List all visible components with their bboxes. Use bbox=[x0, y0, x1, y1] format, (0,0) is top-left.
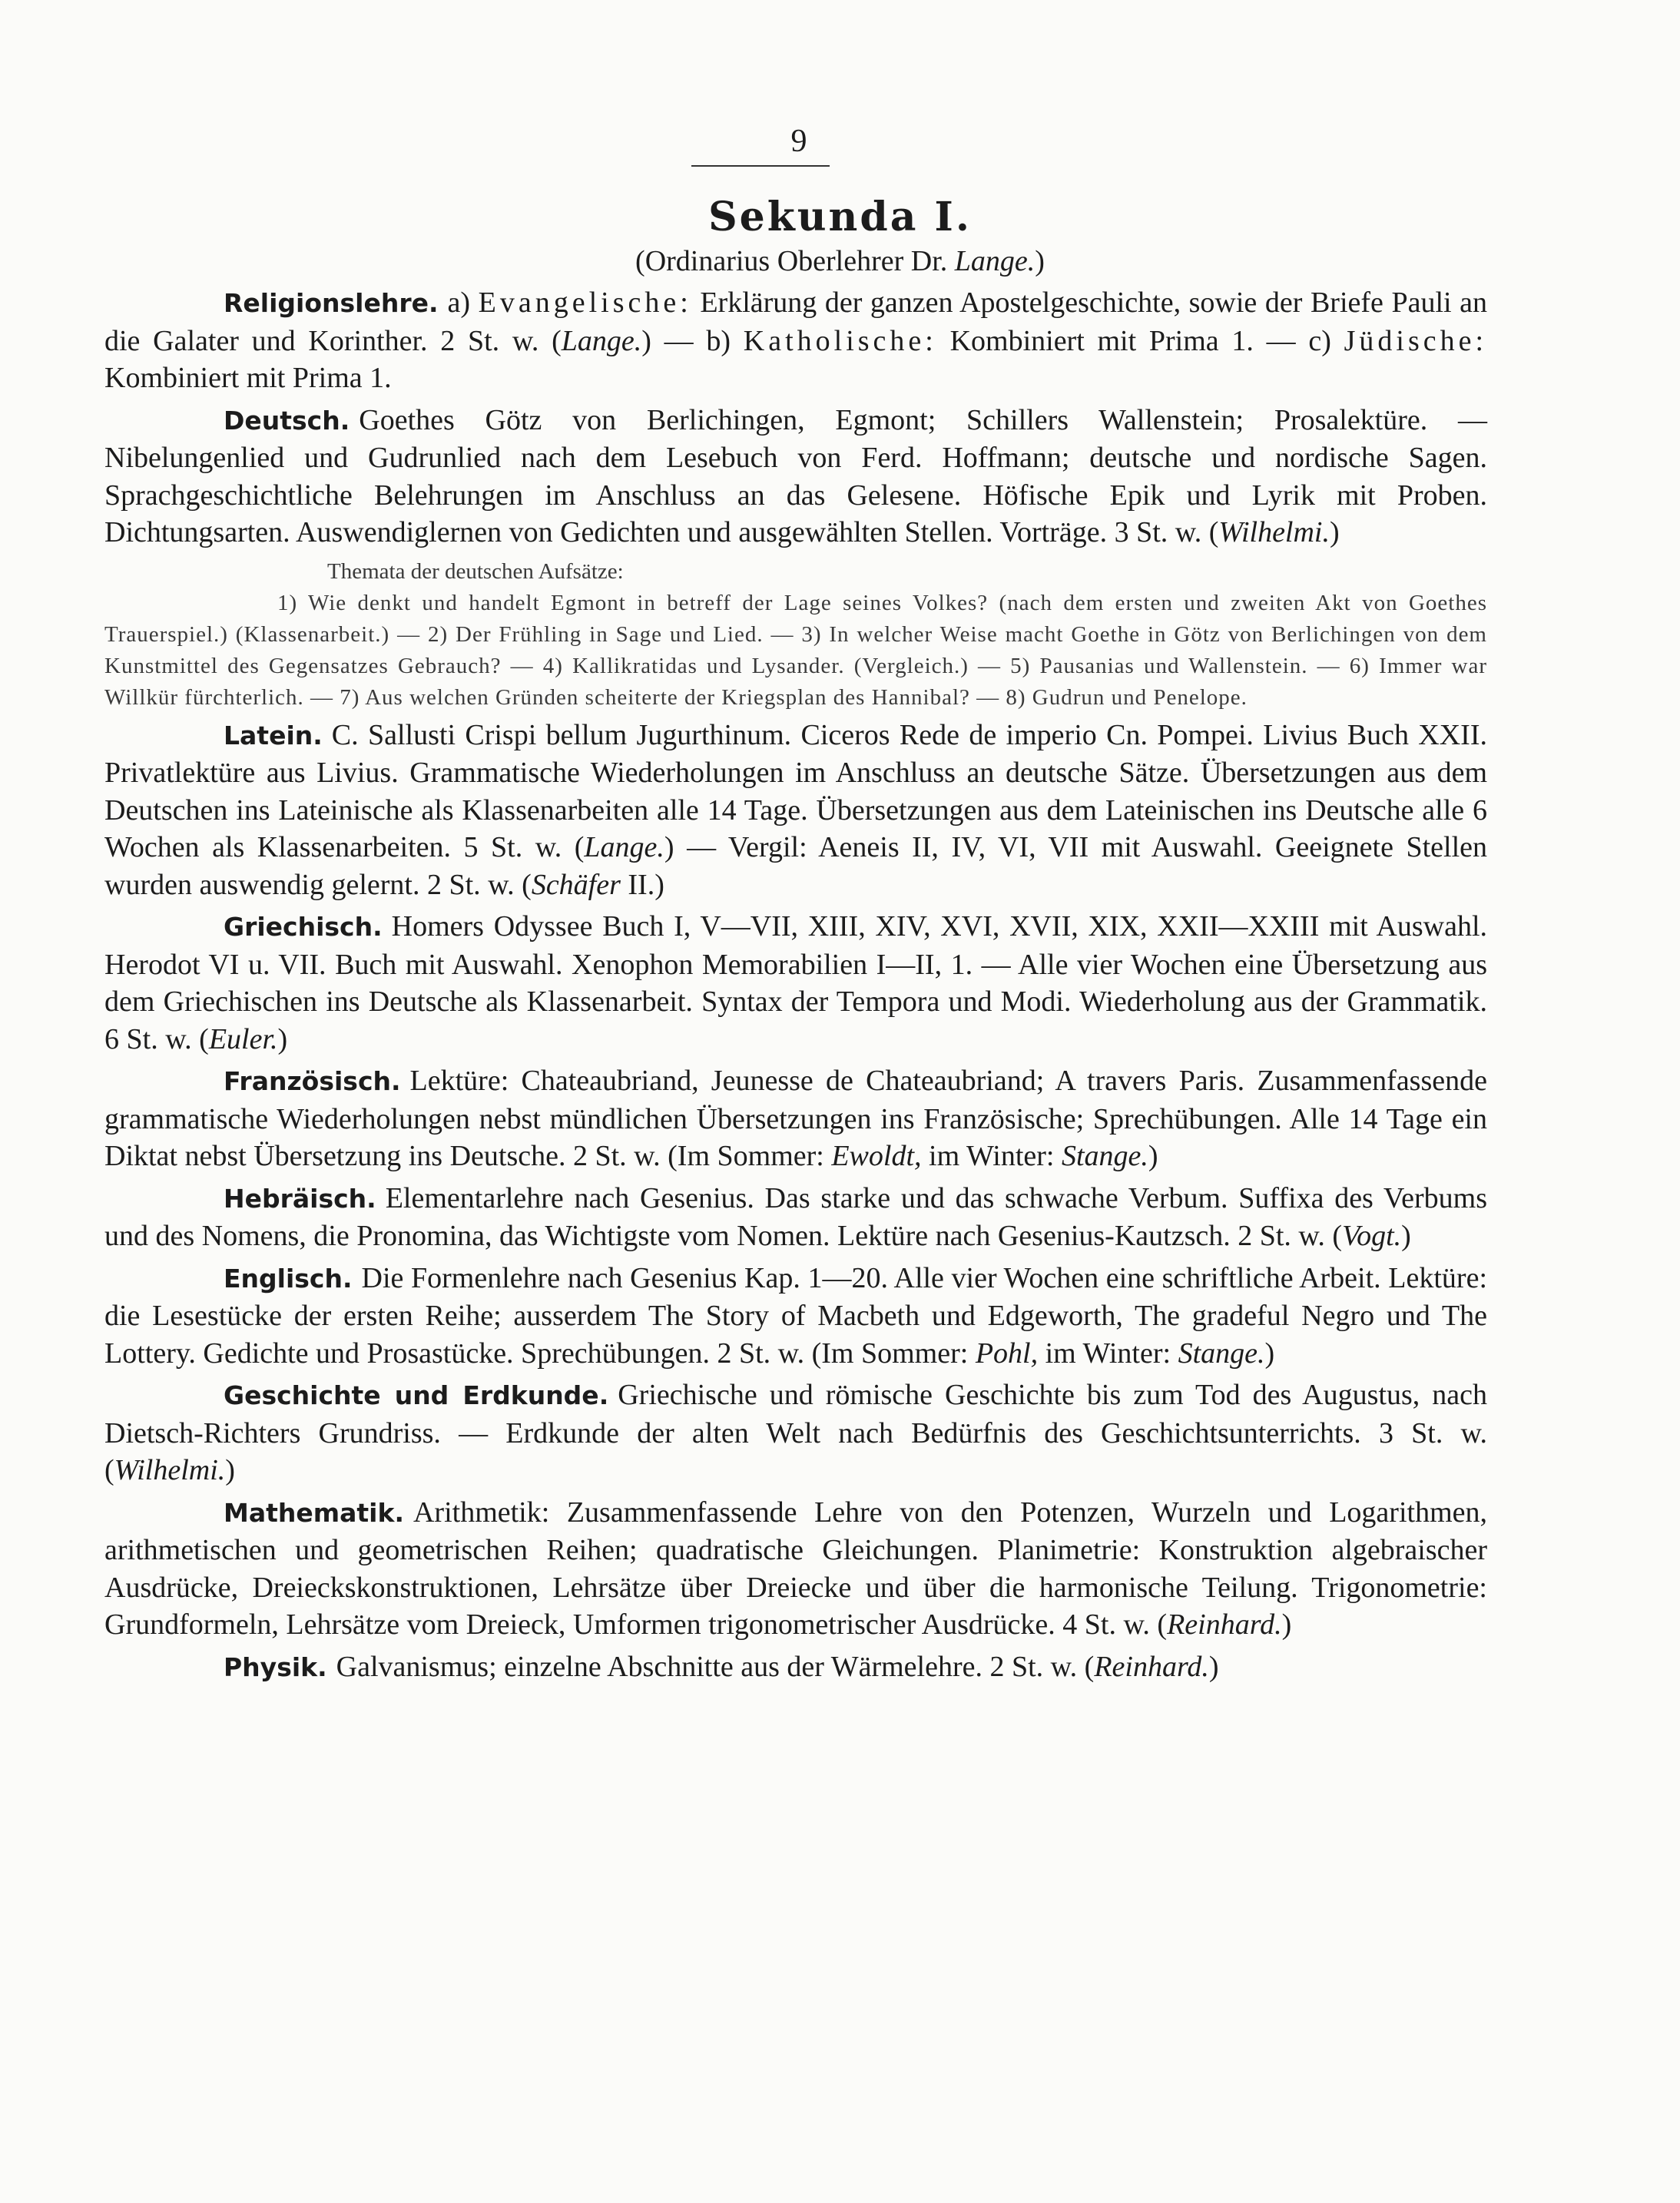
spaced-term: Katholische: bbox=[743, 324, 937, 357]
class-teacher-name: Lange. bbox=[954, 245, 1036, 277]
section-franzoesisch bbox=[104, 1062, 1487, 1175]
subject-title: Religionslehre. bbox=[224, 288, 439, 318]
subject-title: Geschichte und Erdkunde. bbox=[224, 1380, 609, 1410]
section-text: Erklärung der ganzen Apostelgeschichte, sowie der Briefe Pauli an die Galater und Korinther. 2 St. w. ( bbox=[104, 287, 1487, 357]
essay-themes-list: 1) Wie denkt und handelt Egmont in betreff der Lage seines Volkes? (nach dem ersten und zweiten Akt von Goethes Trauerspiel.) (Klassenarbeit.) — 2) Der Frühling in Sage und Lied. — 3) In welcher Weise macht Goethe in Götz von Berlichingen von dem Kunstmittel des Gegensatzes Gebrauch? — 4) Kallikratidas und Lysander. (Vergleich.) — 5) Pausanias und Wallenstein. — 6) Immer war Willkür fürchterlich. — 7) Aus welchen Gründen scheiterte der Kriegsplan des Hannibal? — 8) Gudrun und Penelope. bbox=[104, 590, 1487, 710]
teacher-name: Euler. bbox=[208, 1022, 278, 1055]
section-text: Die Formenlehre nach Gesenius Kap. 1—20. Alle vier Wochen eine schriftliche Arbeit. Lektüre: die Lesestücke der ersten Reihe; ausserdem The Story of Macbeth und Edgeworth, The gradeful Negro und The Lottery. Gedichte und Prosastücke. Sprechübungen. 2 St. w. (Im Sommer: bbox=[104, 1261, 1487, 1370]
section-latein bbox=[104, 717, 1487, 904]
spaced-term: Jüdische: bbox=[1344, 324, 1488, 357]
section-text: im Winter: bbox=[1038, 1337, 1178, 1370]
section-text: a) bbox=[447, 287, 471, 319]
essay-themes-label: Themata der deutschen Aufsätze: bbox=[327, 558, 624, 584]
teacher-name: Ewoldt, bbox=[831, 1140, 922, 1172]
teacher-name: Vogt. bbox=[1342, 1220, 1402, 1252]
teacher-name: Reinhard. bbox=[1167, 1608, 1282, 1641]
teacher-name: Wilhelmi. bbox=[1218, 516, 1330, 548]
section-text: Griechische und römische Geschichte bis zum Tod des Augustus, nach Dietsch-Richters Grundriss. — Erdkunde der alten Welt nach Bedürfnis des Geschichtsunterrichts. 3 St. w. ( bbox=[104, 1379, 1487, 1486]
section-englisch bbox=[104, 1260, 1487, 1373]
section-text: ) bbox=[225, 1454, 235, 1486]
section-geschichte bbox=[104, 1376, 1487, 1489]
spaced-term: Evangelische: bbox=[478, 287, 692, 319]
section-text: Kombiniert mit Prima 1. bbox=[104, 362, 392, 394]
teacher-name: Lange. bbox=[561, 324, 642, 357]
teacher-name: Reinhard. bbox=[1094, 1650, 1209, 1683]
section-text: ) bbox=[1148, 1140, 1158, 1172]
section-text: Kombiniert mit Prima 1. — c) bbox=[949, 324, 1331, 357]
section-text: II.) bbox=[620, 868, 664, 901]
class-teacher-suffix: ) bbox=[1035, 245, 1045, 277]
section-deutsch bbox=[104, 402, 1487, 552]
section-text: ) bbox=[1208, 1650, 1219, 1683]
section-text: ) bbox=[1330, 516, 1340, 548]
section-text: ) bbox=[277, 1022, 288, 1055]
page-title: Sekunda I. bbox=[708, 194, 972, 240]
section-hebraeisch bbox=[104, 1180, 1487, 1255]
class-teacher-prefix: (Ordinarius Oberlehrer Dr. bbox=[635, 245, 948, 277]
section-text: ) bbox=[1264, 1337, 1275, 1370]
teacher-name: Lange. bbox=[584, 831, 664, 863]
section-text: Lektüre: Chateaubriand, Jeunesse de Chateaubriand; A travers Paris. Zusammenfassende grammatische Wiederholungen nebst mündlichen Übersetzungen ins Französische; Sprechübungen. Alle 14 Tage ein Diktat nebst Übersetzung ins Deutsche. 2 St. w. (Im Sommer: bbox=[104, 1065, 1487, 1172]
subject-title: Hebräisch. bbox=[224, 1183, 376, 1214]
section-text: ) bbox=[1401, 1220, 1411, 1252]
subject-title: Griechisch. bbox=[224, 912, 383, 942]
subject-title: Physik. bbox=[224, 1651, 327, 1682]
section-griechisch bbox=[104, 908, 1487, 1058]
section-physik bbox=[104, 1648, 1487, 1687]
teacher-name: Schäfer bbox=[531, 868, 621, 901]
section-text: Arithmetik: Zusammenfassende Lehre von den Potenzen, Wurzeln und Logarithmen, arithmetischen und geometrischen Reihen; quadratische Gleichungen. Planimetrie: Konstruktion algebraischer Ausdrücke, Dreieckskonstruktionen, Lehrsätze über Dreiecke und über die harmonische Teilung. Trigonometrie: Grundformeln, Lehrsätze vom Dreieck, Umformen trigonometrischer Ausdrücke. 4 St. w. ( bbox=[104, 1496, 1487, 1641]
class-teacher-line bbox=[0, 244, 1680, 278]
section-text: Goethes Götz von Berlichingen, Egmont; Schillers Wallenstein; Prosalektüre. — Nibelungenlied und Gudrunlied nach dem Lesebuch von Ferd. Hoffmann; deutsche und nordische Sagen. Sprachgeschichtliche Belehrungen im Anschluss an das Gelesene. Höfische Epik und Lyrik mit Proben. Dichtungsarten. Auswendiglernen von Gedichten und ausgewählten Stellen. Vorträge. 3 St. w. ( bbox=[104, 403, 1487, 548]
section-text: Galvanismus; einzelne Abschnitte aus der Wärmelehre. 2 St. w. ( bbox=[336, 1650, 1095, 1683]
page-number-rule bbox=[691, 165, 830, 167]
section-text: ) bbox=[1281, 1608, 1292, 1641]
section-text: C. Sallusti Crispi bellum Jugurthinum. Ciceros Rede de imperio Cn. Pompei. Livius Buch XXII. Privatlektüre aus Livius. Grammatische Wiederholungen im Anschluss an deutsche Sätze. Übersetzungen aus dem Deutschen ins Lateinische als Klassenarbeiten alle 14 Tage. Übersetzungen aus dem Lateinischen ins Deutsche alle 6 Wochen als Klassenarbeiten. 5 St. w. ( bbox=[104, 718, 1487, 863]
section-mathematik bbox=[104, 1494, 1487, 1644]
subject-title: Französisch. bbox=[224, 1066, 401, 1096]
subject-title: Mathematik. bbox=[224, 1497, 404, 1528]
subject-title: Deutsch. bbox=[224, 405, 350, 436]
curriculum-body bbox=[104, 284, 1487, 1691]
subject-title: Latein. bbox=[224, 720, 323, 750]
section-text: Elementarlehre nach Gesenius. Das starke und das schwache Verbum. Suffixa des Verbums und des Nomens, die Pronomina, das Wichtigste vom Nomen. Lektüre nach Gesenius-Kautzsch. 2 St. w. ( bbox=[104, 1181, 1487, 1252]
page-number: 9 bbox=[790, 124, 807, 159]
section-text: Homers Odyssee Buch I, V—VII, XIII, XIV, XVI, XVII, XIX, XXII—XXIII mit Auswahl. Herodot VI u. VII. Buch mit Auswahl. Xenophon Memorabilien I—II, 1. — Alle vier Wochen eine Übersetzung aus dem Griechischen ins Deutsche als Klassenarbeit. Syntax der Tempora und Modi. Wiederholung aus der Grammatik. 6 St. w. ( bbox=[104, 910, 1487, 1055]
teacher-name: Wilhelmi. bbox=[114, 1454, 226, 1486]
teacher-name: Pohl, bbox=[975, 1337, 1039, 1370]
section-religion bbox=[104, 284, 1487, 397]
section-text: ) — Vergil: Aeneis II, IV, VI, VII mit Auswahl. Geeignete Stellen wurden auswendig gelernt. 2 St. w. ( bbox=[104, 831, 1487, 901]
section-text: im Winter: bbox=[921, 1140, 1062, 1172]
essay-themes bbox=[104, 556, 1487, 714]
subject-title: Englisch. bbox=[224, 1263, 353, 1294]
section-text: ) — b) bbox=[641, 324, 731, 357]
teacher-name: Stange. bbox=[1061, 1140, 1148, 1172]
teacher-name: Stange. bbox=[1178, 1337, 1265, 1370]
